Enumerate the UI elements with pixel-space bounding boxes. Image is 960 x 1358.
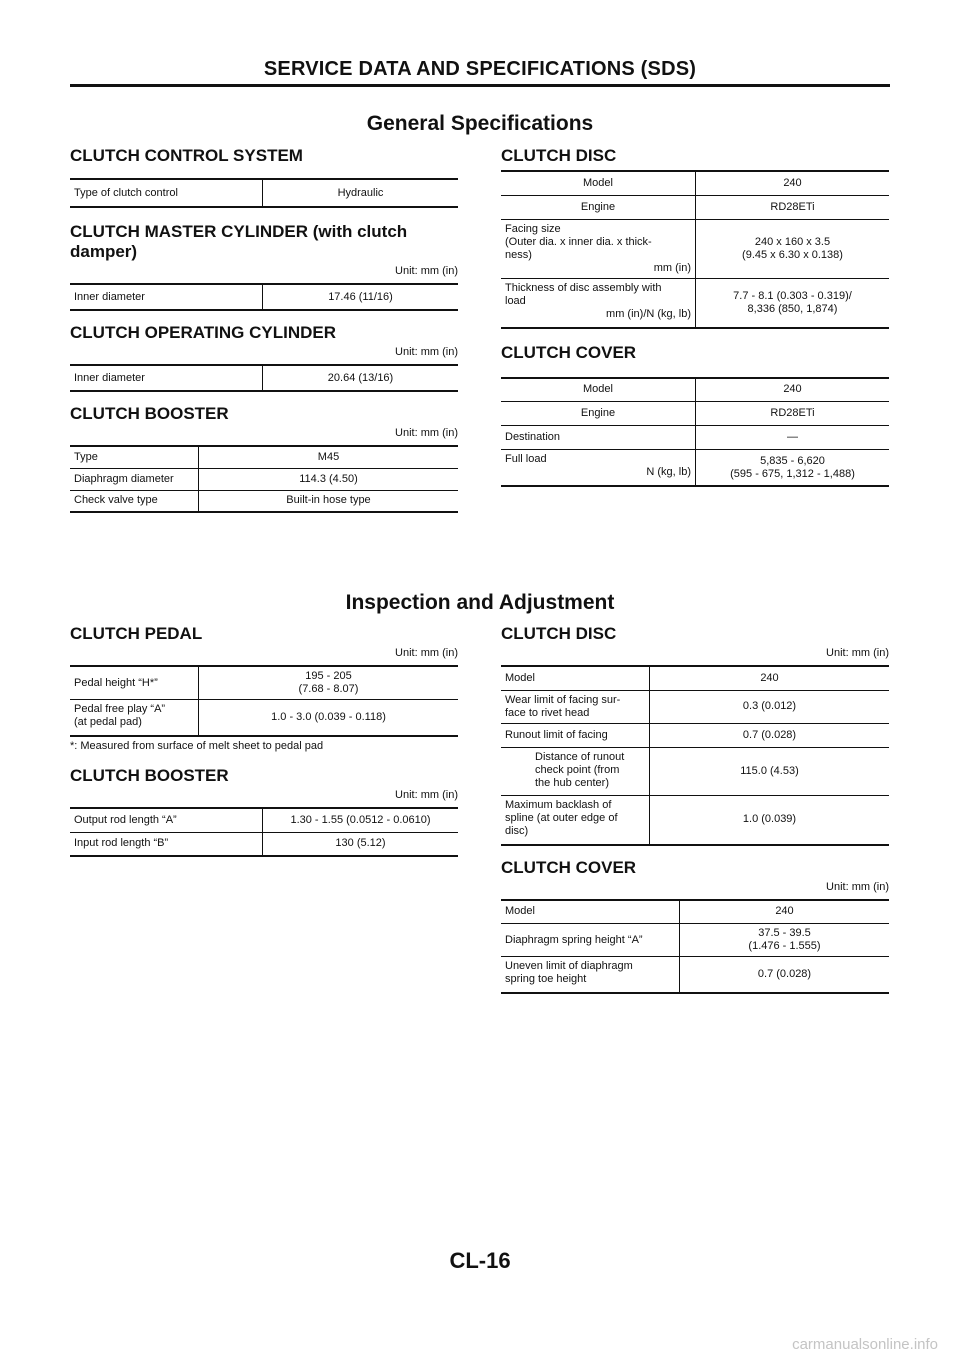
table-row	[70, 808, 458, 832]
table-row	[70, 179, 458, 207]
label-line: ness)	[505, 248, 532, 261]
table-row	[501, 690, 889, 723]
value-line: 195 - 205	[305, 670, 352, 682]
unit-label: Unit: mm (in)	[395, 265, 458, 277]
clutch-cover-table	[501, 377, 889, 488]
row-value: 240	[783, 176, 802, 189]
clutch-cover-inspection-title: CLUTCH COVER	[501, 857, 637, 877]
label-line: spline (at outer edge of	[505, 811, 618, 824]
value-line: 8,336 (850, 1,874)	[747, 302, 838, 315]
row-value: 240	[775, 905, 794, 918]
general-left-column	[70, 146, 458, 513]
row-value: 240	[783, 383, 802, 396]
table-row	[501, 450, 889, 487]
label-line: Distance of runout	[535, 750, 625, 763]
clutch-pedal-table	[70, 665, 458, 737]
row-label	[501, 450, 696, 487]
clutch-booster-table	[70, 445, 458, 513]
row-label: Inner diameter	[70, 365, 263, 391]
value-line: 5,835 - 6,620	[760, 454, 825, 467]
table-row	[501, 723, 889, 747]
clutch-cover-title: CLUTCH COVER	[501, 342, 637, 362]
clutch-disc-table	[501, 170, 889, 329]
label-line: Facing size	[505, 222, 561, 235]
row-value: 115.0 (4.53)	[650, 747, 890, 795]
unit-label: Unit: mm (in)	[395, 427, 458, 439]
title-line: damper)	[70, 242, 138, 261]
row-value: 114.3 (4.50)	[199, 468, 459, 490]
value-line: (1.476 - 1.555)	[748, 940, 821, 952]
label-line: disc)	[505, 824, 529, 837]
table-row	[501, 957, 889, 994]
row-value: Hydraulic	[337, 186, 384, 199]
clutch-control-system-table	[70, 178, 458, 208]
row-value	[680, 924, 890, 957]
table-row	[70, 832, 458, 856]
row-label: Engine	[501, 195, 696, 219]
label-line: load	[505, 294, 526, 307]
row-label: Runout limit of facing	[501, 723, 650, 747]
pedal-height-footnote: *: Measured from surface of melt sheet to pedal pad	[70, 740, 324, 752]
label-line: (Outer dia. x inner dia. x thick-	[505, 235, 652, 248]
table-row	[501, 171, 889, 195]
label-line: Maximum backlash of	[505, 798, 612, 811]
label-unit: mm (in)	[653, 261, 691, 274]
table-row	[501, 402, 889, 426]
table-row	[70, 446, 458, 468]
row-value: 0.3 (0.012)	[650, 690, 890, 723]
row-label	[501, 795, 650, 845]
row-value: 0.7 (0.028)	[680, 957, 890, 994]
row-label	[501, 957, 680, 994]
clutch-master-cylinder-title	[70, 222, 458, 262]
row-value: Built-in hose type	[199, 490, 459, 512]
watermark: carmanualsonline.info	[792, 1336, 938, 1353]
row-label: Diaphragm diameter	[70, 468, 199, 490]
clutch-booster-title: CLUTCH BOOSTER	[70, 404, 229, 423]
row-value: 130 (5.12)	[263, 832, 459, 856]
row-label: Output rod length “A”	[70, 808, 263, 832]
clutch-master-cylinder-table	[70, 283, 458, 311]
value-line: 240 x 160 x 3.5	[754, 235, 831, 248]
row-label: Pedal height “H*”	[70, 666, 199, 700]
row-label	[70, 700, 199, 737]
row-value	[696, 219, 890, 278]
row-label: Engine	[501, 402, 696, 426]
label-line: Wear limit of facing sur-	[505, 693, 621, 706]
value-line: 37.5 - 39.5	[758, 927, 811, 939]
clutch-disc-inspection-table	[501, 665, 889, 846]
table-row	[501, 795, 889, 845]
row-label: Check valve type	[70, 490, 199, 512]
row-value: 1.30 - 1.55 (0.0512 - 0.0610)	[290, 813, 431, 826]
clutch-booster-inspection-title: CLUTCH BOOSTER	[70, 766, 229, 785]
clutch-pedal-title: CLUTCH PEDAL	[70, 624, 203, 643]
clutch-operating-cylinder-title: CLUTCH OPERATING CYLINDER	[70, 323, 337, 342]
table-row	[70, 700, 458, 737]
unit-label: Unit: mm (in)	[395, 647, 458, 659]
clutch-control-system-title: CLUTCH CONTROL SYSTEM	[70, 146, 303, 165]
general-right-column	[501, 146, 889, 487]
row-value: 1.0 (0.039)	[650, 795, 890, 845]
unit-label: Unit: mm (in)	[826, 880, 889, 893]
row-value: M45	[317, 450, 340, 463]
unit-label: Unit: mm (in)	[826, 647, 889, 659]
table-row	[501, 195, 889, 219]
row-label: Destination	[501, 426, 696, 450]
row-value: 0.7 (0.028)	[650, 723, 890, 747]
clutch-cover-inspection-table	[501, 899, 889, 995]
table-row	[501, 278, 889, 328]
row-value: 240	[760, 671, 779, 684]
unit-label: Unit: mm (in)	[395, 346, 458, 358]
row-value	[696, 278, 890, 328]
row-label: Type of clutch control	[70, 179, 263, 207]
row-value: RD28ETi	[696, 195, 890, 219]
clutch-disc-inspection-title: CLUTCH DISC	[501, 624, 617, 643]
inspection-left-column	[70, 624, 458, 857]
table-row	[501, 219, 889, 278]
unit-label: Unit: mm (in)	[395, 789, 458, 801]
row-value: —	[696, 426, 890, 450]
table-row	[501, 924, 889, 957]
table-row	[501, 666, 889, 690]
row-value: 17.46 (11/16)	[328, 290, 393, 303]
clutch-booster-inspection-table	[70, 807, 458, 857]
inspection-adjustment-title: Inspection and Adjustment	[345, 591, 615, 614]
page-number: CL-16	[449, 1248, 511, 1273]
row-label: Model	[501, 171, 696, 195]
row-label: Model	[501, 378, 696, 402]
page-header-title: SERVICE DATA AND SPECIFICATIONS (SDS)	[263, 58, 697, 80]
clutch-operating-cylinder-table	[70, 364, 458, 392]
table-row	[501, 747, 889, 795]
clutch-disc-title: CLUTCH DISC	[501, 146, 617, 165]
value-line: (7.68 - 8.07)	[298, 683, 359, 695]
row-label	[501, 219, 696, 278]
header-rule	[70, 84, 890, 87]
row-value: 1.0 - 3.0 (0.039 - 0.118)	[199, 700, 459, 737]
label-line: Thickness of disc assembly with	[505, 281, 662, 294]
row-label: Type	[70, 446, 199, 468]
row-label	[501, 690, 650, 723]
row-label	[501, 278, 696, 328]
row-label: Model	[501, 666, 650, 690]
value-line: (9.45 x 6.30 x 0.138)	[742, 248, 843, 261]
label-line: Pedal free play “A”	[74, 703, 166, 715]
label-line: Uneven limit of diaphragm	[505, 960, 633, 972]
table-row	[501, 378, 889, 402]
row-label	[501, 747, 650, 795]
inspection-right-column	[501, 624, 889, 994]
label-line: Full load	[505, 453, 547, 465]
row-value: RD28ETi	[696, 402, 890, 426]
table-row	[501, 426, 889, 450]
label-line: face to rivet head	[505, 706, 590, 719]
row-value	[696, 450, 890, 487]
table-row	[70, 666, 458, 700]
value-line: (595 - 675, 1,312 - 1,488)	[730, 467, 855, 480]
table-row	[501, 900, 889, 924]
label-line: check point (from	[535, 763, 620, 776]
label-line: (at pedal pad)	[74, 716, 142, 728]
row-value: 20.64 (13/16)	[327, 371, 394, 384]
label-line: the hub center)	[535, 776, 609, 789]
row-label: Diaphragm spring height “A”	[501, 924, 680, 957]
table-row	[70, 284, 458, 310]
row-label: Model	[501, 900, 680, 924]
table-row	[70, 365, 458, 391]
row-value	[199, 666, 459, 700]
row-label: Input rod length “B”	[70, 832, 263, 856]
table-row	[70, 468, 458, 490]
row-label: Inner diameter	[70, 284, 263, 310]
label-line: spring toe height	[505, 973, 587, 985]
title-line: CLUTCH MASTER CYLINDER (with clutch	[70, 222, 408, 241]
label-unit: N (kg, lb)	[646, 466, 691, 478]
label-unit: mm (in)/N (kg, lb)	[606, 307, 691, 320]
table-row	[70, 490, 458, 512]
value-line: 7.7 - 8.1 (0.303 - 0.319)/	[733, 289, 852, 302]
general-specifications-title: General Specifications	[366, 112, 594, 135]
